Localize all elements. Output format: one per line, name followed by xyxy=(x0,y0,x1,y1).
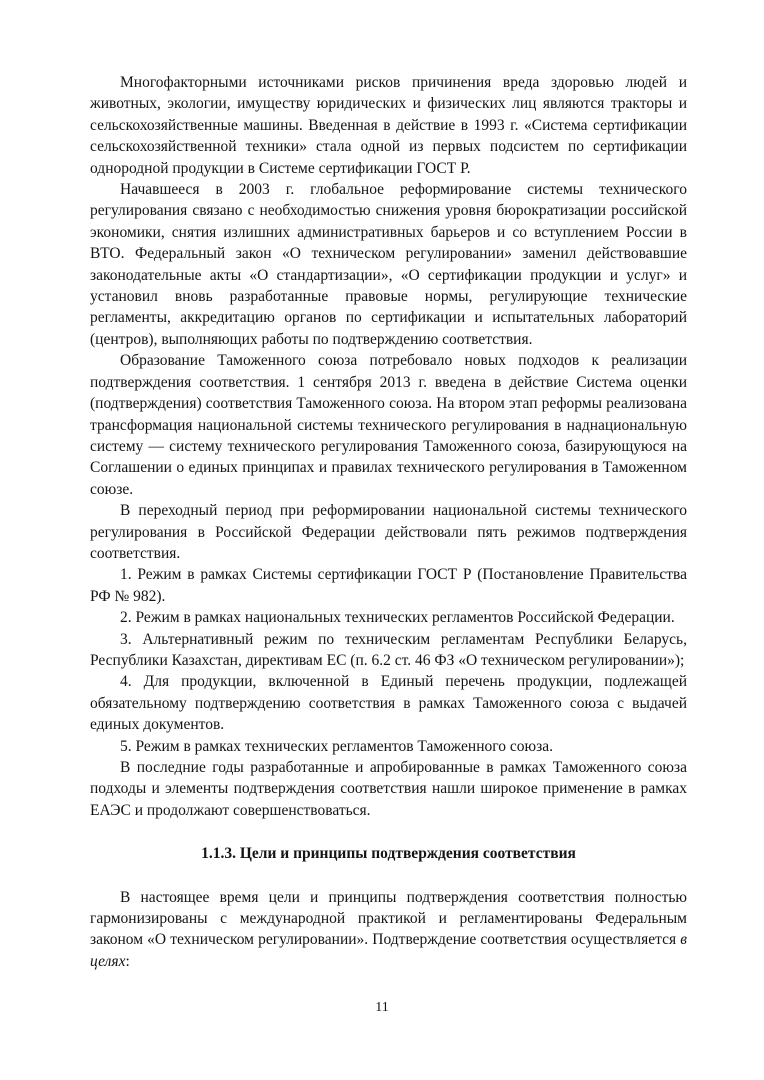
goals-text: В настоящее время цели и принципы подтверждения соответствия полностью гармонизированы с международной практикой и регламентированы Федеральным законом «О техническом регулировании». Подтверждение соответствия осуществляется xyxy=(90,888,687,949)
paragraph-risks: Многофакторными источниками рисков причинения вреда здоровью людей и животных, экологии, имуществу юридических и физических лиц являются тракторы и сельскохозяйственные машины. Введенная в действие в 1993 г. «Система сертификации сельскохозяйственной техники» стала одной из первых подсистем по сертификации однородной продукции в Системе сертификации ГОСТ Р. xyxy=(90,74,687,177)
list-item-5: 5. Режим в рамках технических регламентов Таможенного союза. xyxy=(120,737,553,755)
goals-italic: в целях xyxy=(90,931,687,970)
paragraph-transition: В переходный период при реформировании национальной системы технического регулирования в Российской Федерации действовали пять режимов подтверждения соответствия. xyxy=(90,502,687,562)
page-number: 11 xyxy=(375,1000,389,1015)
list-item-1: 1. Режим в рамках Системы сертификации ГОСТ Р (Постановление Правительства РФ № 982). xyxy=(90,566,687,605)
paragraph-goals xyxy=(90,887,687,973)
list-item-4: 4. Для продукции, включенной в Единый перечень продукции, подлежащей обязательному подтверждению соответствия в рамках Таможенного союза с выдачей единых документов. xyxy=(90,673,687,734)
paragraph-customs-union: Образование Таможенного союза потребовало новых подходов к реализации подтверждения соответствия. 1 сентября 2013 г. введена в действие Система оценки (подтверждения) соответствия Таможенного союза. На втором этап реформы реализована трансформация национальной системы технического регулирования в наднациональную систему — систему технического регулирования Таможенного союза, базирующуюся на Соглашении о единых принципах и правилах технического регулирования в Таможенном союзе. xyxy=(90,352,687,498)
list-item-2: 2. Режим в рамках национальных технических регламентов Российской Федерации. xyxy=(120,609,675,627)
section-heading: 1.1.3. Цели и принципы подтверждения соответствия xyxy=(201,845,576,863)
goals-colon: : xyxy=(125,952,130,970)
list-item-3: 3. Альтернативный режим по техническим регламентам Республики Беларусь, Республики Казахстан, директивам ЕС (п. 6.2 ст. 46 ФЗ «О техническом регулировании»); xyxy=(90,630,687,669)
paragraph-reform-2003: Начавшееся в 2003 г. глобальное реформирование системы технического регулирования связано с необходимостью снижения уровня бюрократизации российской экономики, снятия излишних административных барьеров и со вступлением России в ВТО. Федеральный закон «О техническом регулировании» заменил действовавшие законодательные акты «О стандартизации», «О сертификации продукции и услуг» и установил вновь разработанные правовые нормы, регулирующие технические регламенты, аккредитацию органов по сертификации и испытательных лабораторий (центров), выполняющих работы по подтверждению соответствия. xyxy=(90,181,687,348)
body-text xyxy=(90,72,687,972)
paragraph-eaeu: В последние годы разработанные и апробированные в рамках Таможенного союза подходы и элементы подтверждения соответствия нашли широкое применение в рамках ЕАЭС и продолжают совершенствоваться. xyxy=(90,759,687,819)
